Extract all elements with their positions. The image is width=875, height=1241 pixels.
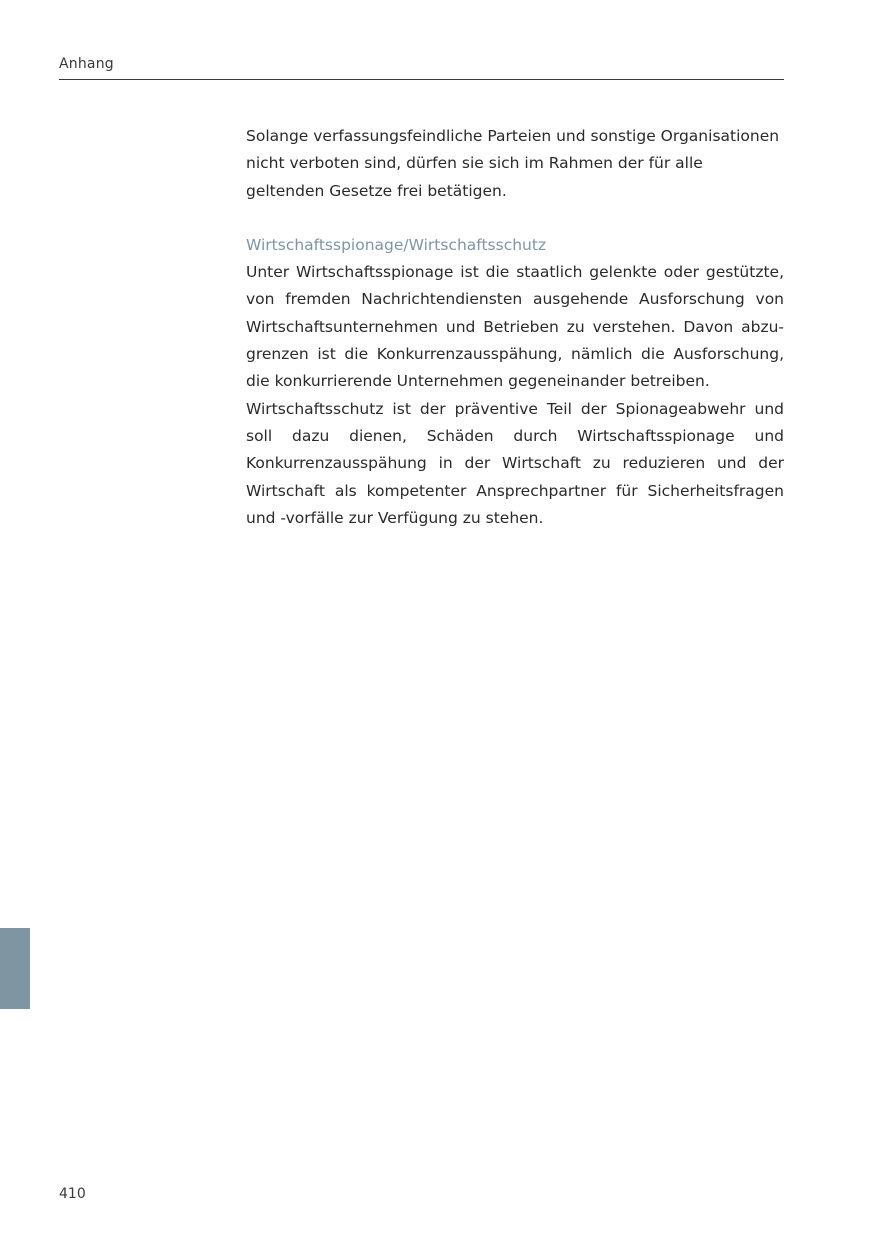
header-rule [59,79,784,80]
intro-paragraph: Solange verfassungsfeindliche Parteien und sonstige Organisationen nicht verboten sind, dürfen sie sich im Rahmen der für alle geltenden Gesetze frei betätigen. [246,127,780,200]
body-text [246,123,784,532]
paragraph-wirtschaftsschutz: Wirtschaftsschutz ist der präventive Teil der Spionageabwehr und soll dazu dienen, Schäden durch Wirtschaftsspionage und Konkurrenzausspähung in der Wirtschaft zu reduzieren und der Wirtschaft als kompetenter Ansprechpartner für Sicherheitsfragen und -vorfälle zur Verfügung zu stehen. [246,399,784,527]
section-heading: Wirtschaftsspionage/Wirtschaftsschutz [246,235,547,254]
running-header: Anhang [59,56,114,72]
page-number: 410 [59,1186,86,1202]
paragraph-wirtschaftsspionage: Unter Wirtschaftsspionage ist die staatlich gelenkte oder gestützte, von fremden Nachrichtendiensten ausgehende Ausforschung von Wirtschaftsunternehmen und Betrieben zu verstehen. Davon abzugrenzen ist die Konkurrenzausspähung, nämlich die Ausforschung, die konkurrierende Unternehmen gegeneinander betreiben. [246,263,784,391]
chapter-side-tab [0,928,30,1009]
